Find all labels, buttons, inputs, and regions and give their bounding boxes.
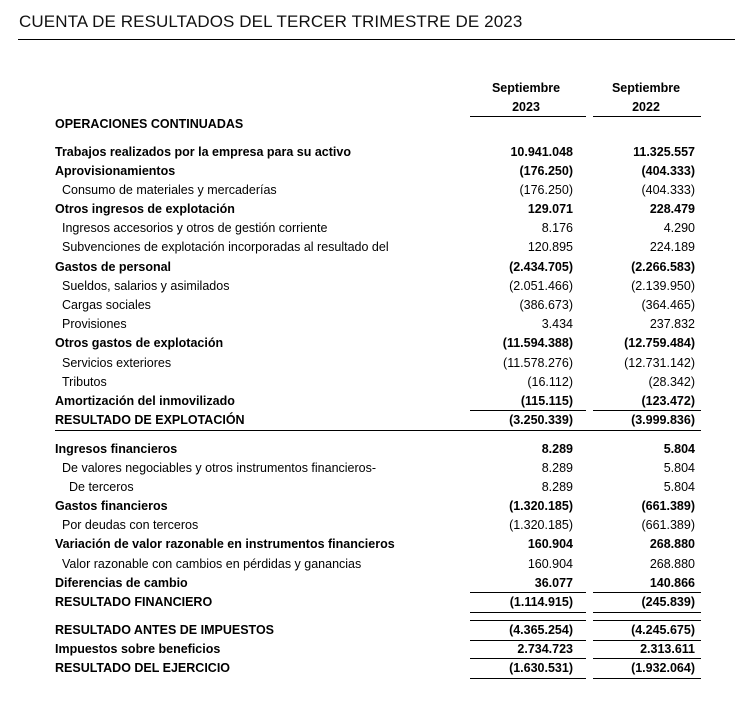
value-2022: (404.333) xyxy=(641,183,695,197)
row-label: Sueldos, salarios y asimilados xyxy=(62,279,230,293)
value-2022: (245.839) xyxy=(641,595,695,609)
total-rule xyxy=(470,678,586,679)
subtotal-rule xyxy=(593,612,701,613)
value-2022: 224.189 xyxy=(649,240,695,254)
value-2023: 36.077 xyxy=(534,576,573,590)
table-row xyxy=(0,219,754,238)
row-label: Aprovisionamientos xyxy=(55,164,176,178)
column-header-year: 2023 xyxy=(512,100,540,114)
table-row xyxy=(0,535,754,554)
value-2023: 10.941.048 xyxy=(510,145,573,159)
table-row xyxy=(0,143,754,162)
row-label: Variación de valor razonable en instrumentos financieros xyxy=(55,537,395,551)
table-row xyxy=(0,373,754,392)
row-label: RESULTADO FINANCIERO xyxy=(55,595,213,609)
value-2023: (2.051.466) xyxy=(509,279,573,293)
table-row xyxy=(0,238,754,257)
row-label: De valores negociables y otros instrumentos financieros- xyxy=(62,461,377,475)
value-2023: (16.112) xyxy=(527,375,573,389)
value-2023: (11.578.276) xyxy=(503,356,573,370)
value-2022: (3.999.836) xyxy=(631,413,695,427)
value-2022: 2.313.611 xyxy=(640,642,695,656)
statement-title: CUENTA DE RESULTADOS DEL TERCER TRIMESTRE DE 2023 xyxy=(19,12,523,31)
table-row xyxy=(0,162,754,181)
title-underline xyxy=(18,39,735,40)
value-2022: (404.333) xyxy=(641,164,695,178)
row-label: Gastos de personal xyxy=(55,260,172,274)
value-2023: (176.250) xyxy=(519,164,573,178)
value-2022: (2.266.583) xyxy=(631,260,695,274)
total-rule xyxy=(593,678,701,679)
table-row xyxy=(0,640,754,659)
value-2022: (364.465) xyxy=(641,298,695,312)
section-heading: OPERACIONES CONTINUADAS xyxy=(55,117,244,131)
table-row xyxy=(0,258,754,277)
value-2022: 268.880 xyxy=(649,537,695,551)
value-2022: (123.472) xyxy=(641,394,695,408)
value-2023: 2.734.723 xyxy=(517,642,573,656)
row-label: Otros gastos de explotación xyxy=(55,336,224,350)
column-header-2022 xyxy=(587,79,705,117)
value-2023: (1.320.185) xyxy=(509,518,573,532)
row-label: RESULTADO DEL EJERCICIO xyxy=(55,661,231,675)
table-row xyxy=(0,555,754,574)
section-rule xyxy=(55,430,701,431)
row-label: De terceros xyxy=(69,480,134,494)
value-2022: (12.759.484) xyxy=(624,336,695,350)
value-2023: 160.904 xyxy=(527,557,573,571)
value-2022: 5.804 xyxy=(663,461,695,475)
row-label: Provisiones xyxy=(62,317,127,331)
value-2022: 5.804 xyxy=(663,480,695,494)
table-row xyxy=(0,574,754,593)
table-row xyxy=(0,516,754,535)
column-header-year: 2022 xyxy=(632,100,660,114)
value-2022: (28.342) xyxy=(648,375,695,389)
value-2023: 8.289 xyxy=(541,480,573,494)
table-row xyxy=(0,440,754,459)
row-label: Impuestos sobre beneficios xyxy=(55,642,221,656)
column-header-rule xyxy=(470,116,586,117)
subtotal-rule xyxy=(470,612,586,613)
row-label: Ingresos accesorios y otros de gestión corriente xyxy=(62,221,328,235)
table-row xyxy=(0,296,754,315)
value-2023: (386.673) xyxy=(519,298,573,312)
row-label: Cargas sociales xyxy=(62,298,151,312)
value-2023: 160.904 xyxy=(527,537,573,551)
table-row xyxy=(0,392,754,411)
value-2023: 8.289 xyxy=(541,461,573,475)
value-2023: 8.289 xyxy=(541,442,573,456)
table-row xyxy=(0,334,754,353)
table-row xyxy=(0,354,754,373)
table-row xyxy=(0,277,754,296)
row-label: RESULTADO ANTES DE IMPUESTOS xyxy=(55,623,275,637)
value-2023: (1.630.531) xyxy=(509,661,573,675)
value-2023: 129.071 xyxy=(527,202,573,216)
value-2022: 237.832 xyxy=(649,317,695,331)
value-2023: 120.895 xyxy=(527,240,573,254)
value-2023: 3.434 xyxy=(541,317,573,331)
row-label: Otros ingresos de explotación xyxy=(55,202,235,216)
value-2022: (661.389) xyxy=(641,499,695,513)
value-2022: 5.804 xyxy=(663,442,695,456)
value-2023: (11.594.388) xyxy=(502,336,573,350)
value-2022: 268.880 xyxy=(649,557,695,571)
table-row xyxy=(0,181,754,200)
table-row xyxy=(0,315,754,334)
row-label: Subvenciones de explotación incorporadas al resultado del xyxy=(62,240,389,254)
table-row xyxy=(0,411,754,430)
row-label: RESULTADO DE EXPLOTACIÓN xyxy=(55,413,245,427)
row-label: Servicios exteriores xyxy=(62,356,172,370)
value-2022: 140.866 xyxy=(649,576,695,590)
table-row xyxy=(0,593,754,612)
table-row xyxy=(0,659,754,678)
value-2022: 228.479 xyxy=(649,202,695,216)
table-row xyxy=(0,621,754,640)
row-label: Por deudas con terceros xyxy=(62,518,199,532)
value-2023: (1.114.915) xyxy=(509,595,573,609)
table-row xyxy=(0,459,754,478)
column-header-month: Septiembre xyxy=(611,81,681,95)
row-label: Consumo de materiales y mercaderías xyxy=(62,183,277,197)
row-label: Valor razonable con cambios en pérdidas y ganancias xyxy=(62,557,362,571)
row-label: Gastos financieros xyxy=(55,499,168,513)
value-2023: (176.250) xyxy=(519,183,573,197)
value-2023: (3.250.339) xyxy=(509,413,573,427)
value-2023: (1.320.185) xyxy=(509,499,573,513)
table-row xyxy=(0,200,754,219)
value-2023: 8.176 xyxy=(541,221,573,235)
row-label: Trabajos realizados por la empresa para su activo xyxy=(55,145,351,159)
value-2022: (4.245.675) xyxy=(631,623,695,637)
row-label: Tributos xyxy=(62,375,107,389)
row-label: Ingresos financieros xyxy=(55,442,178,456)
row-label: Diferencias de cambio xyxy=(55,576,188,590)
table-row xyxy=(0,478,754,497)
value-2022: 11.325.557 xyxy=(633,145,695,159)
column-header-2023 xyxy=(467,79,585,117)
value-2023: (4.365.254) xyxy=(509,623,573,637)
column-header-month: Septiembre xyxy=(491,81,561,95)
column-header-rule xyxy=(593,116,701,117)
table-row xyxy=(0,497,754,516)
value-2023: (2.434.705) xyxy=(509,260,573,274)
value-2023: (115.115) xyxy=(520,394,573,408)
row-label: Amortización del inmovilizado xyxy=(55,394,235,408)
value-2022: 4.290 xyxy=(663,221,695,235)
value-2022: (1.932.064) xyxy=(631,661,695,675)
value-2022: (12.731.142) xyxy=(624,356,695,370)
value-2022: (2.139.950) xyxy=(631,279,695,293)
value-2022: (661.389) xyxy=(641,518,695,532)
